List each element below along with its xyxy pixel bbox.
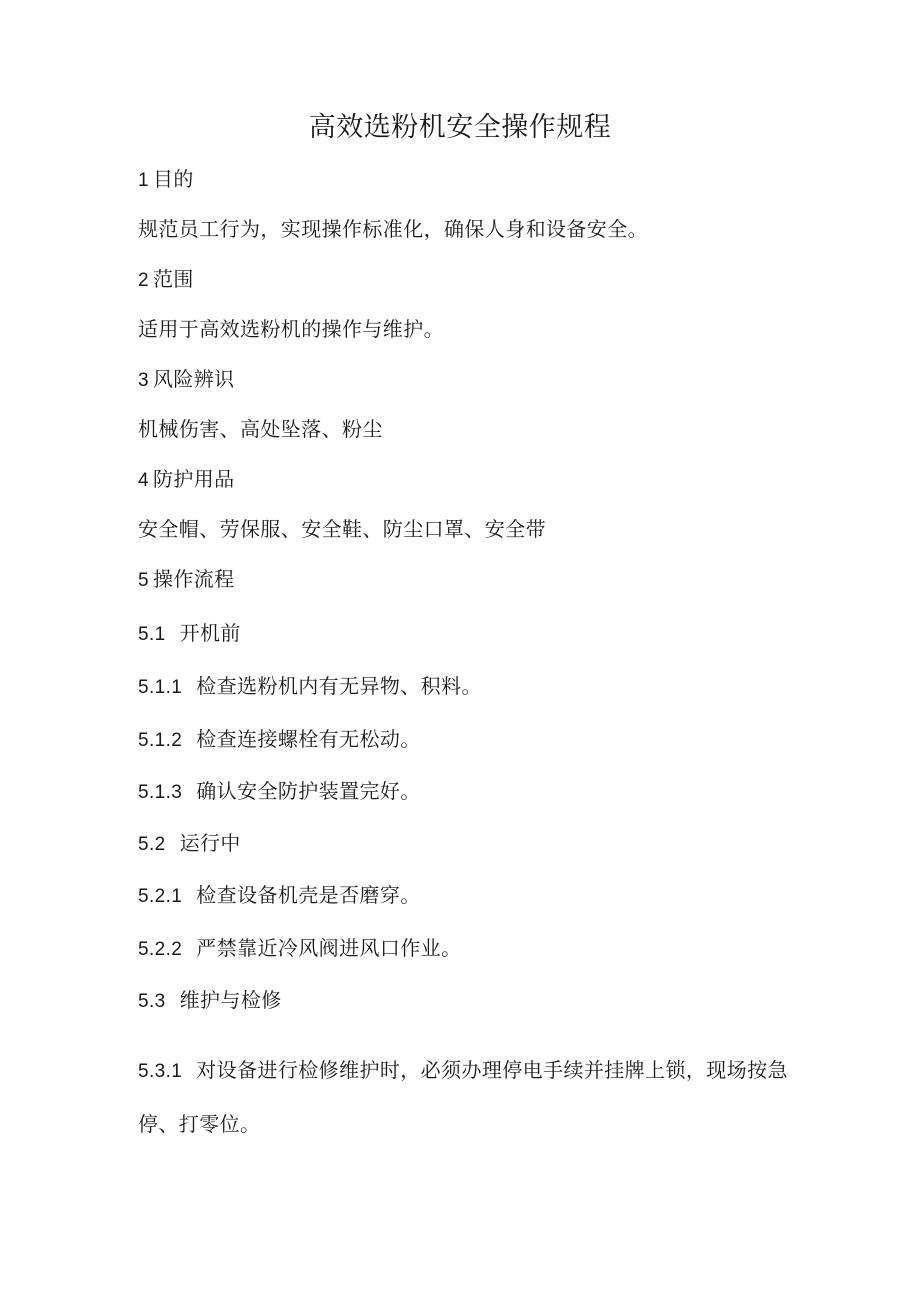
procedure-item-5-1-1: [138, 671, 798, 703]
item-number: 5.2.2: [138, 939, 183, 960]
section-heading-scope: [138, 264, 798, 296]
section-heading-text: 风险辨识: [152, 367, 235, 391]
section-heading-ppe: [138, 464, 798, 496]
section-number: 3: [138, 370, 149, 391]
item-text: 对设备进行检修维护时，必须办理停电手续并挂牌上锁，现场按急停、打零位。: [138, 1058, 788, 1136]
item-number: 5.1.3: [138, 782, 183, 803]
section-number: 1: [138, 170, 149, 191]
item-text: 确认安全防护装置完好。: [196, 779, 421, 803]
item-number: 5.1: [138, 624, 166, 645]
section-heading-purpose: [138, 164, 798, 196]
section-heading-procedure: [138, 564, 798, 596]
item-text: 严禁靠近冷风阀进风口作业。: [196, 936, 462, 960]
procedure-item-5-2-2: [138, 933, 798, 965]
section-heading-text: 操作流程: [152, 567, 235, 591]
section-heading-text: 范围: [152, 267, 194, 291]
procedure-item-5-3-1: [138, 1044, 798, 1150]
section-number: 2: [138, 270, 149, 291]
item-text: 开机前: [179, 621, 241, 645]
procedure-item-5-3: [138, 985, 798, 1017]
item-number: 5.3: [138, 991, 166, 1012]
section-body-ppe: 安全帽、劳保服、安全鞋、防尘口罩、安全带: [138, 517, 546, 541]
procedure-item-5-2-1: [138, 880, 798, 912]
section-heading-text: 防护用品: [152, 467, 235, 491]
item-number: 5.3.1: [138, 1061, 183, 1082]
section-number: 4: [138, 470, 149, 491]
item-number: 5.1.2: [138, 730, 183, 751]
item-number: 5.1.1: [138, 677, 183, 698]
procedure-item-5-1-3: [138, 776, 798, 808]
section-heading-text: 目的: [152, 167, 194, 191]
section-body-purpose: 规范员工行为，实现操作标准化，确保人身和设备安全。: [138, 217, 648, 241]
item-text: 维护与检修: [179, 988, 282, 1012]
item-text: 检查选粉机内有无异物、积料。: [196, 674, 482, 698]
item-number: 5.2.1: [138, 886, 183, 907]
section-number: 5: [138, 570, 149, 591]
section-heading-risk: [138, 364, 798, 396]
section-body-risk: 机械伤害、高处坠落、粉尘: [138, 417, 383, 441]
item-text: 检查设备机壳是否磨穿。: [196, 883, 421, 907]
document-title: 高效选粉机安全操作规程: [308, 112, 612, 143]
procedure-item-5-1: [138, 618, 798, 650]
item-number: 5.2: [138, 834, 166, 855]
section-body-scope: 适用于高效选粉机的操作与维护。: [138, 317, 444, 341]
item-text: 检查连接螺栓有无松动。: [196, 727, 421, 751]
item-text: 运行中: [179, 831, 241, 855]
procedure-item-5-1-2: [138, 724, 798, 756]
procedure-item-5-2: [138, 828, 798, 860]
